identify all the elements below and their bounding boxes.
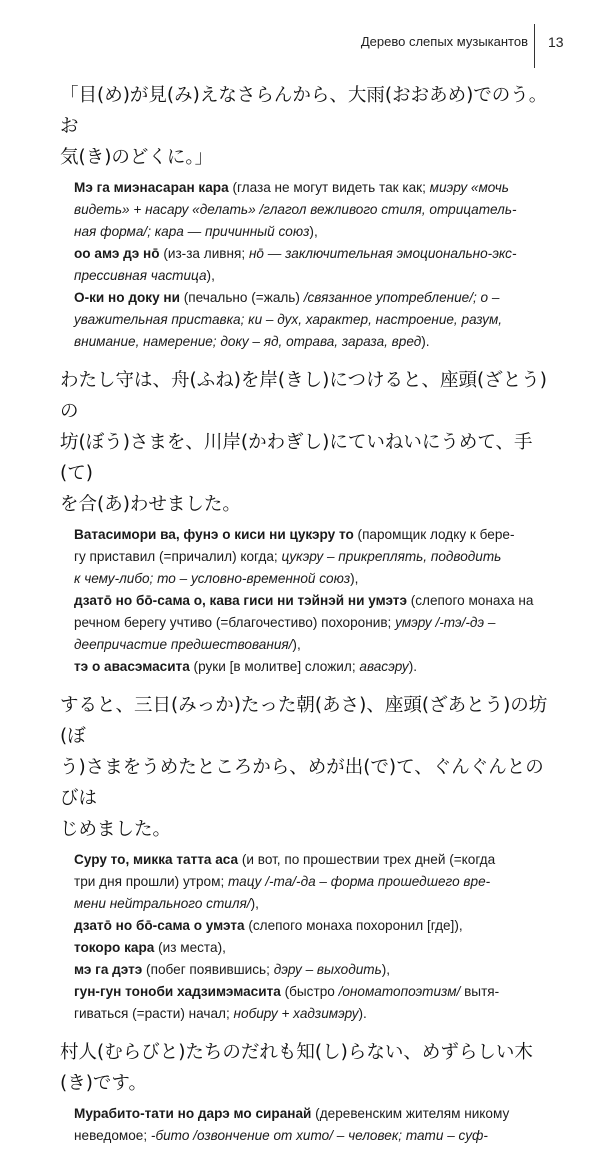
romanized-phrase: Мэ га миэнасаран кара <box>74 180 229 195</box>
gloss-line <box>74 590 552 612</box>
japanese-line: 「目(め)が見(み)えなさらんから、大雨(おおあめ)でのう。お <box>60 85 548 137</box>
grammar-note: цукэру – прикреплять, подводить <box>281 549 502 564</box>
japanese-line: じめました。 <box>60 819 172 840</box>
romanized-phrase: Мурабито-тати но дарэ мо сиранай <box>74 1106 312 1121</box>
grammar-note: к чему-либо; то – условно-временной союз <box>74 571 351 586</box>
gloss-line <box>74 331 552 353</box>
header-divider <box>534 24 535 68</box>
translation-text: неведомое; <box>74 1128 151 1143</box>
translation-text: (побег появившись; <box>142 962 274 977</box>
gloss-line <box>74 893 552 915</box>
translation-text: ). <box>421 334 430 349</box>
gloss-line <box>74 287 552 309</box>
translation-text: (слепого монаха похоронил [где]), <box>244 918 463 933</box>
gloss-line <box>74 546 552 568</box>
translation-text: речном берегу учтиво (=благочестиво) похоронив; <box>74 615 396 630</box>
translation-text: (руки [в молитве] сложил; <box>189 659 360 674</box>
grammar-note: нобиру + хадзимэру <box>233 1006 359 1021</box>
translation-text: (слепого монаха на <box>406 593 534 608</box>
translation-text: ), <box>350 571 359 586</box>
grammar-note: дэру – выходить <box>273 962 382 977</box>
text-block <box>60 80 552 353</box>
gloss-line <box>74 915 552 937</box>
japanese-line: すると、三日(みっか)たった朝(あさ)、座頭(ざあとう)の坊(ぼ <box>60 695 548 747</box>
translation-text: (быстро <box>280 984 339 999</box>
gloss-line <box>74 937 552 959</box>
romanized-phrase: дзатō но бō-сама о, кава гиси ни тэйнэй ни умэтэ <box>74 593 407 608</box>
gloss-line <box>74 871 552 893</box>
page-header <box>0 24 600 64</box>
romanized-phrase: мэ га дэтэ <box>74 962 143 977</box>
grammar-note: уважительная приставка; ки – дух, характер, настроение, разум, <box>74 312 503 327</box>
translation-text: ), <box>292 637 301 652</box>
translation-text: три дня прошли) утром; <box>74 874 228 889</box>
gloss-line <box>74 221 552 243</box>
gloss-line <box>74 634 552 656</box>
grammar-note: деепричастие предшествования/ <box>74 637 293 652</box>
translation-text: (деревенским жителям никому <box>311 1106 510 1121</box>
translation-text: вытя- <box>460 984 500 999</box>
romanized-phrase: дзатō но бō-сама о умэта <box>74 918 245 933</box>
gloss-line <box>74 309 552 331</box>
grammar-note: ная форма/; кара — причинный союз <box>74 224 310 239</box>
grammar-note: /ономатопоэтизм/ <box>338 984 461 999</box>
text-block <box>60 365 552 678</box>
romanized-phrase: О-ки но доку ни <box>74 290 180 305</box>
japanese-line: を合(あ)わせました。 <box>60 494 241 515</box>
translation-text: ), <box>250 896 259 911</box>
gloss-line <box>74 524 552 546</box>
gloss-line <box>74 265 552 287</box>
gloss-line <box>74 1003 552 1025</box>
translation-text: ), <box>206 268 215 283</box>
translation-text: ), <box>381 962 391 977</box>
grammar-note: прессивная частица <box>74 268 207 283</box>
japanese-line: 村人(むらびと)たちのだれも知(し)らない、めずらしい木(き)です。 <box>60 1042 533 1094</box>
gloss-line <box>74 199 552 221</box>
page-number: 13 <box>548 34 564 50</box>
translation-text: (из места), <box>154 940 226 955</box>
running-title: Дерево слепых музыкантов <box>360 34 528 49</box>
grammar-note: авасэру <box>359 659 409 674</box>
romanized-phrase: Суру то, микка татта аса <box>74 852 239 867</box>
translation-text: (из-за ливня; <box>159 246 249 261</box>
gloss-line <box>74 1125 552 1147</box>
romanized-phrase: Ватасимори ва, фунэ о киси ни цукэру то <box>74 527 354 542</box>
translation-text: ). <box>408 659 418 674</box>
grammar-note: внимание, намерение; доку – яд, отрава, зараза, вред <box>74 334 422 349</box>
japanese-line: 気(き)のどくに。」 <box>60 147 214 168</box>
translation-text: (печально (=жаль) <box>179 290 304 305</box>
grammar-note: /связанное употребление/; о – <box>303 290 500 305</box>
romanized-phrase: гун-гун тоноби хадзимэмасита <box>74 984 281 999</box>
translation-text: ), <box>309 224 318 239</box>
gloss-line <box>74 849 552 871</box>
gloss-line <box>74 612 552 634</box>
grammar-note: видеть» + насару «делать» /глагол вежливого стиля, отрицатель- <box>74 202 517 217</box>
grammar-note: мени нейтрального стиля/ <box>74 896 251 911</box>
gloss-line <box>74 177 552 199</box>
romanized-phrase: тэ о авасэмасита <box>74 659 190 674</box>
grammar-note: нō — заключительная эмоционально-экс- <box>248 246 517 261</box>
japanese-line: わたし守は、舟(ふね)を岸(きし)につけると、座頭(ざとう)の <box>60 370 547 422</box>
gloss-notes <box>74 849 552 1025</box>
grammar-note: миэру «мочь <box>429 180 509 195</box>
gloss-notes <box>74 1103 552 1147</box>
translation-text: (и вот, по прошествии трех дней (=когда <box>238 852 496 867</box>
gloss-notes <box>74 177 552 353</box>
grammar-note: -бито /озвончение от хито/ – человек; тати – суф- <box>150 1128 488 1143</box>
romanized-phrase: токоро кара <box>74 940 155 955</box>
romanized-phrase: оо амэ дэ нō <box>74 246 160 261</box>
translation-text: ). <box>358 1006 367 1021</box>
gloss-notes <box>74 524 552 678</box>
translation-text: гиваться (=расти) начал; <box>74 1006 234 1021</box>
gloss-line <box>74 568 552 590</box>
gloss-line <box>74 981 552 1003</box>
page-content <box>60 80 552 1159</box>
grammar-note: умэру /-тэ/-дэ – <box>395 615 496 630</box>
text-block <box>60 690 552 1025</box>
grammar-note: тацу /-та/-да – форма прошедшего вре- <box>228 874 491 889</box>
gloss-line <box>74 959 552 981</box>
gloss-line <box>74 1103 552 1125</box>
text-block <box>60 1037 552 1147</box>
japanese-line: 坊(ぼう)さまを、川岸(かわぎし)にていねいにうめて、手(て) <box>60 432 533 484</box>
translation-text: (глаза не могут видеть так как; <box>228 180 430 195</box>
gloss-line <box>74 656 552 678</box>
translation-text: (паромщик лодку к бере- <box>353 527 515 542</box>
gloss-line <box>74 243 552 265</box>
japanese-line: う)さまをうめたところから、めが出(で)て、ぐんぐんとのびは <box>60 757 544 809</box>
translation-text: гу приставил (=причалил) когда; <box>74 549 282 564</box>
